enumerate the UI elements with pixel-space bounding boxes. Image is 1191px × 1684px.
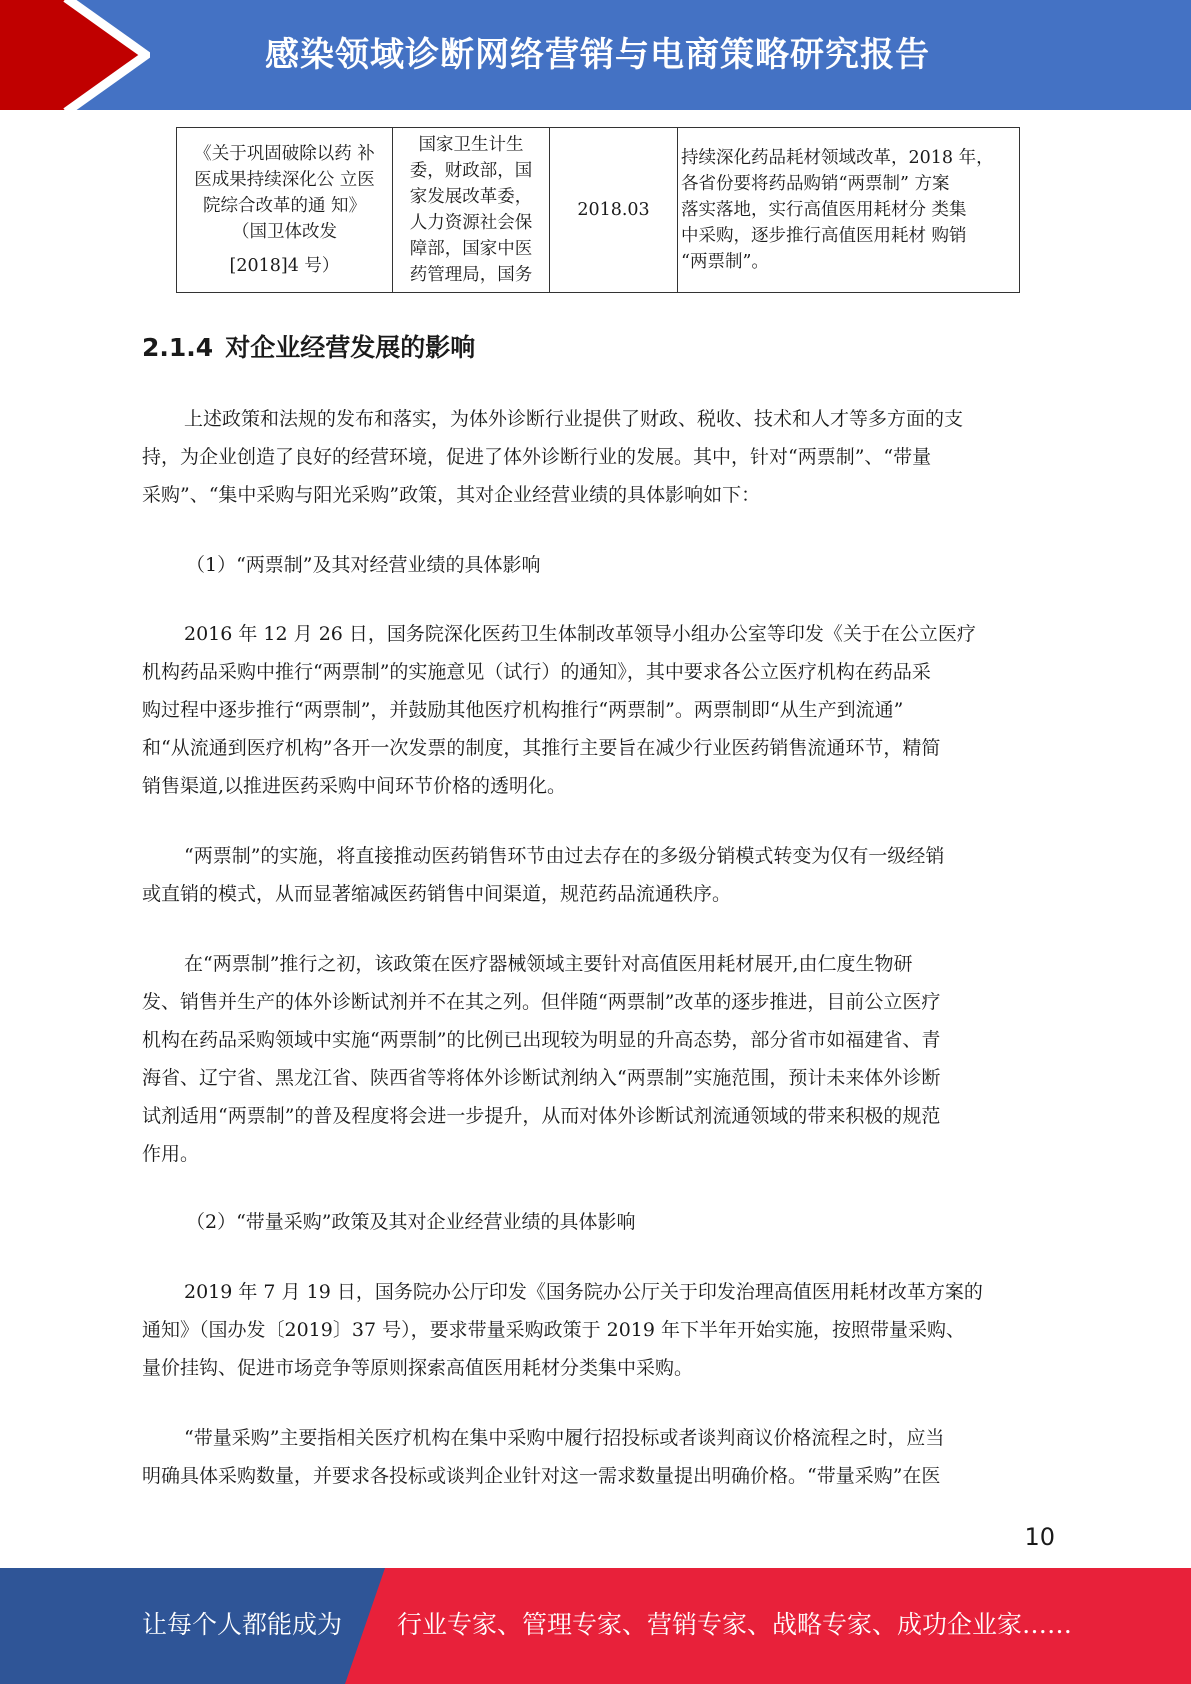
paragraph-volume-procurement-definition: “带量采购”主要指相关医疗机构在集中采购中履行招投标或者谈判商议价格流程之时，应当 明确具体采购数量，并要求各投标或谈判企业针对这一需求数量提出明确价格。“带量采购”在医 bbox=[142, 1427, 945, 1487]
footer-slogan-right: 行业专家、管理专家、营销专家、战略专家、成功企业家…… bbox=[397, 1610, 1073, 1639]
date-cell: 2018.03 bbox=[550, 128, 678, 293]
chevron-right-icon bbox=[0, 0, 150, 110]
section-number: 2.1.4 bbox=[142, 333, 214, 362]
paragraph-two-invoice-ivd: 在“两票制”推行之初，该政策在医疗器械领域主要针对高值医用耗材展开,由仁度生物研 发、销售并生产的体外诊断试剂并不在其之列。但伴随“两票制”改革的逐步推进，目前公立医疗 机构在药品采购领域中实施“两票制”的比例已出现较为明显的升高态势，部分省市如福建省、青 海省、辽宁省、黑龙江省、陕西省等将体外诊断试剂纳入“两票制”实施范围，预计未来体外诊断 试剂适用“两票制”的普及程度将会进一步提升，从而对体外诊断试剂流通领域的带来积极的规范 作用。 bbox=[142, 953, 941, 1165]
page-number: 10 bbox=[1024, 1523, 1055, 1551]
policy-document-cell: 《关于巩固破除以药 补 医成果持续深化公 立医 院综合改革的通 知》 （国卫体改发 [2018]4 号） bbox=[177, 128, 393, 293]
subheading-volume-procurement: （2）“带量采购”政策及其对企业经营业绩的具体影响 bbox=[186, 1211, 636, 1233]
section-heading bbox=[142, 328, 1042, 368]
policy-table bbox=[176, 127, 1020, 293]
report-title: 感染领域诊断网络营销与电商策略研究报告 bbox=[265, 35, 930, 75]
section-title: 对企业经营发展的影响 bbox=[225, 333, 476, 362]
subheading-two-invoice: （1）“两票制”及其对经营业绩的具体影响 bbox=[186, 554, 541, 576]
paragraph-two-invoice-policy: 2016 年 12 月 26 日，国务院深化医药卫生体制改革领导小组办公室等印发《关于在公立医疗 机构药品采购中推行“两票制”的实施意见（试行）的通知》，其中要求各公立医疗机构在药品采 购过程中逐步推行“两票制”，并鼓励其他医疗机构推行“两票制”。两票制即“从生产到流通” 和“从流通到医疗机构”各开一次发票的制度，其推行主要旨在减少行业医药销售流通环节，精简 销售渠道,以推进医药采购中间环节价格的透明化。 bbox=[142, 623, 976, 797]
page-header bbox=[0, 0, 1191, 110]
page-footer bbox=[0, 1568, 1191, 1684]
footer-slogan-left: 让每个人都能成为 bbox=[142, 1610, 343, 1639]
paragraph-intro: 上述政策和法规的发布和落实，为体外诊断行业提供了财政、税收、技术和人才等多方面的支 持，为企业创造了良好的经营环境，促进了体外诊断行业的发展。其中，针对“两票制”、“带量 采购”、“集中采购与阳光采购”政策，其对企业经营业绩的具体影响如下： bbox=[142, 408, 964, 506]
paragraph-two-invoice-effect: “两票制”的实施，将直接推动医药销售环节由过去存在的多级分销模式转变为仅有一级经销 或直销的模式，从而显著缩减医药销售中间渠道，规范药品流通秩序。 bbox=[142, 845, 945, 905]
content-cell: 持续深化药品耗材领域改革，2018 年， 各省份要将药品购销“两票制” 方案 落实落地，实行高值医用耗材分 类集 中采购，逐步推行高值医用耗材 购销 “两票制”。 bbox=[678, 128, 1020, 293]
issuer-cell: 国家卫生计生 委，财政部，国 家发展改革委， 人力资源社会保 障部，国家中医 药管理局，国务 bbox=[393, 128, 550, 293]
table-row bbox=[177, 128, 1020, 293]
document-number: [2018]4 号） bbox=[229, 256, 340, 276]
paragraph-volume-procurement-notice: 2019 年 7 月 19 日，国务院办公厅印发《国务院办公厅关于印发治理高值医用耗材改革方案的 通知》（国办发〔2019〕37 号），要求带量采购政策于 2019 年下半年开始实施，按照带量采购、 量价挂钩、促进市场竞争等原则探索高值医用耗材分类集中采购。 bbox=[142, 1281, 983, 1379]
